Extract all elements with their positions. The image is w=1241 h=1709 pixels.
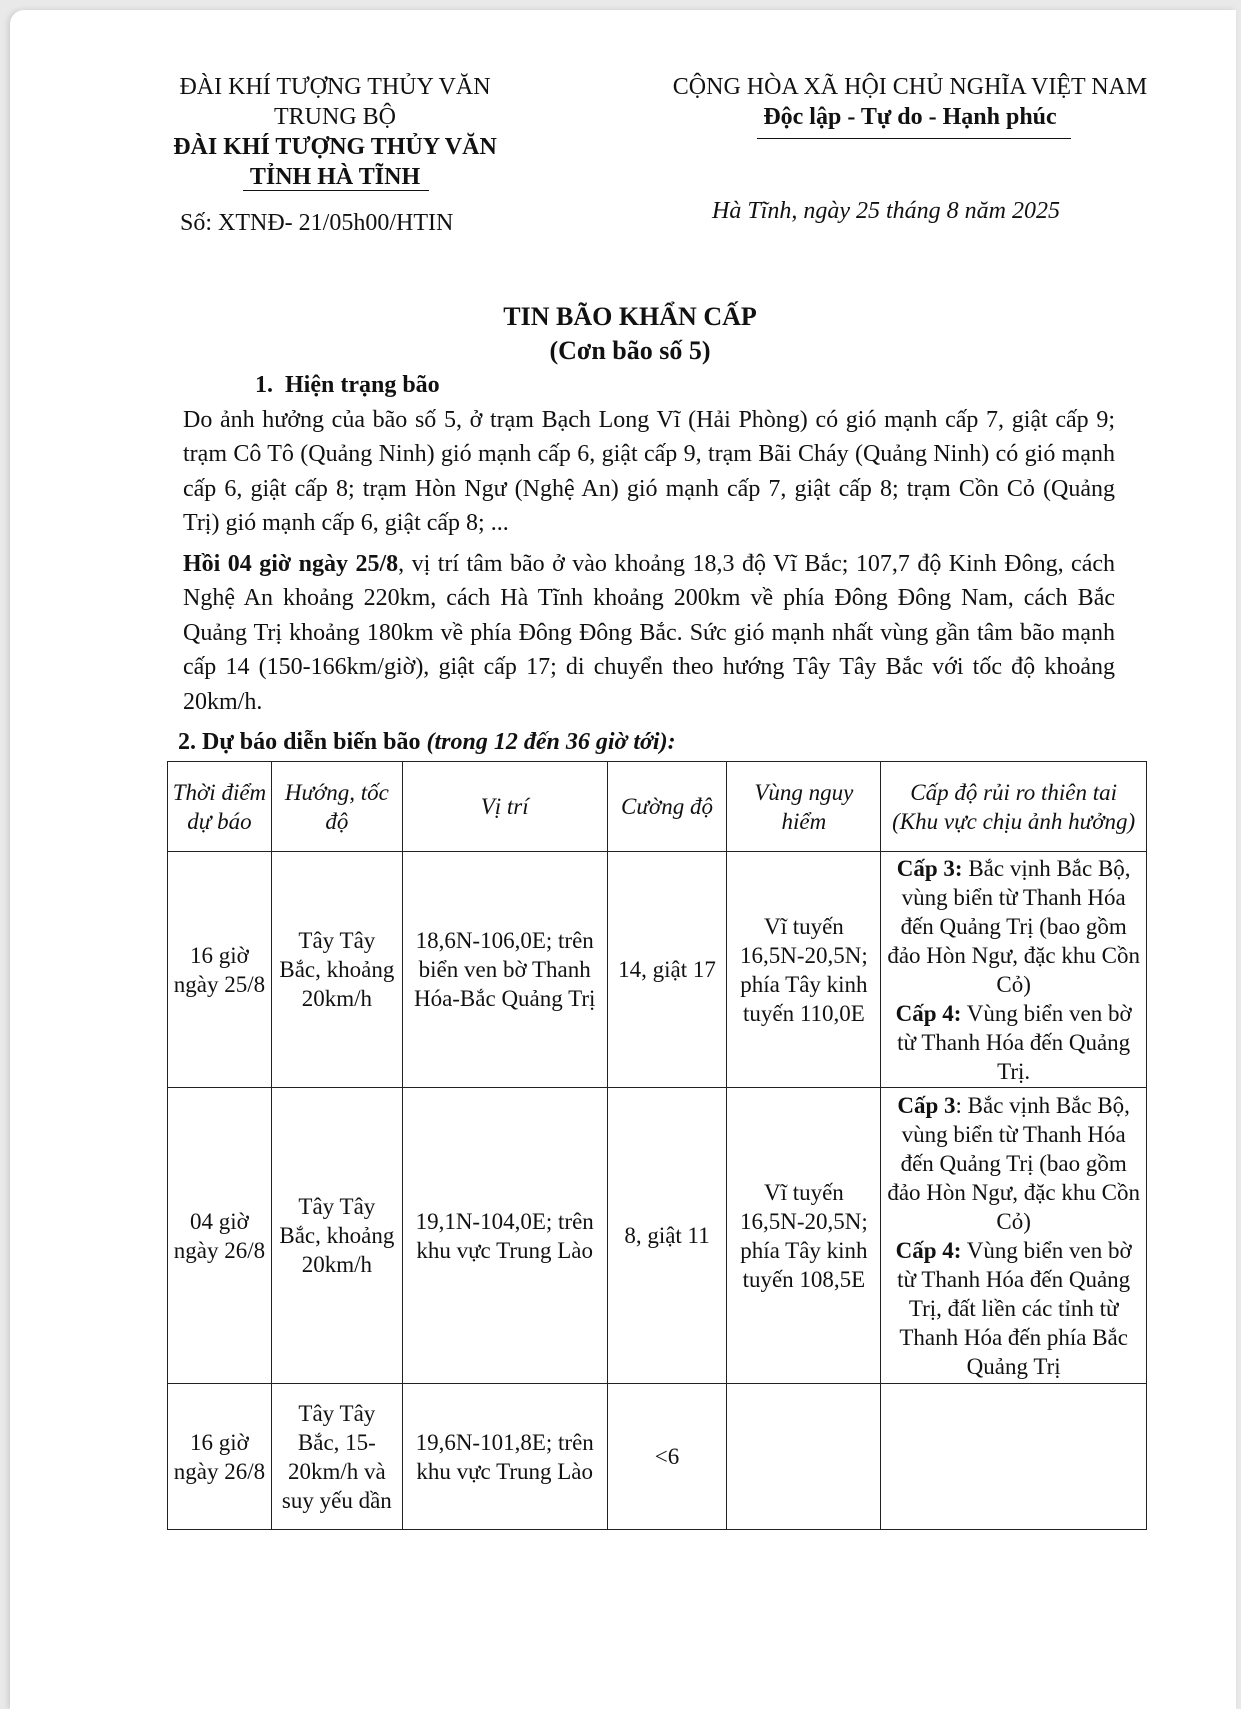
page-subtitle: (Cơn bão số 5) bbox=[549, 336, 711, 365]
section2-heading-bold: 2. Dự báo diễn biến bão bbox=[178, 729, 427, 755]
storm-time-bold: Hồi 04 giờ ngày 25/8 bbox=[183, 551, 399, 577]
cell-risk bbox=[881, 1384, 1147, 1530]
agency-underline bbox=[243, 190, 429, 191]
risk-level-3-label: Cấp 3 bbox=[897, 1092, 956, 1118]
forecast-table bbox=[167, 761, 1147, 1530]
table-row bbox=[168, 1088, 1147, 1384]
cell-intensity: 8, giật 11 bbox=[607, 1088, 727, 1384]
cell-danger-zone: Vĩ tuyến 16,5N-20,5N; phía Tây kinh tuyến 110,0E bbox=[727, 852, 881, 1088]
page-title: TIN BÃO KHẨN CẤP bbox=[503, 302, 757, 331]
cell-time: 16 giờ ngày 26/8 bbox=[168, 1384, 272, 1530]
cell-risk bbox=[881, 1088, 1147, 1384]
section1-paragraph-observations: Do ảnh hưởng của bão số 5, ở trạm Bạch Long Vĩ (Hải Phòng) có gió mạnh cấp 7, giật cấp 9; trạm Cô Tô (Quảng Ninh) gió mạnh cấp 6, giật cấp 9, trạm Bãi Cháy (Quảng Ninh) có gió mạnh cấp 6, giật cấp 8; trạm Hòn Ngư (Nghệ An) gió mạnh cấp 7, giật cấp 8; trạm Cồn Cỏ (Quảng Trị) gió mạnh cấp 6, giật cấp 8; ... bbox=[183, 407, 1115, 537]
risk-level-4-text: Vùng biển ven bờ từ Thanh Hóa đến Quảng Trị. bbox=[897, 1000, 1132, 1084]
col-header-time: Thời điểm dự báo bbox=[168, 762, 272, 852]
agency-parent-line2: TRUNG BỘ bbox=[273, 104, 396, 130]
agency-name-line1: ĐÀI KHÍ TƯỢNG THỦY VĂN bbox=[173, 134, 497, 160]
nation-name: CỘNG HÒA XÃ HỘI CHỦ NGHĨA VIỆT NAM bbox=[672, 74, 1148, 100]
section2-heading-italic: (trong 12 đến 36 giờ tới): bbox=[426, 729, 676, 755]
storm-position-text: , vị trí tâm bão ở vào khoảng 18,3 độ Vĩ Bắc; 107,7 độ Kinh Đông, cách Nghệ An khoảng 220km, cách Hà Tĩnh khoảng 200km về phía Đông Đông Nam, cách Bắc Quảng Trị khoảng 180km về phía Đông Đông Bắc. Sức gió mạnh nhất vùng gần tâm bão mạnh cấp 14 (150-166km/giờ), giật cấp 17; di chuyển theo hướng Tây Tây Bắc với tốc độ khoảng 20km/h. bbox=[183, 551, 1115, 715]
section1-paragraph-storm-position bbox=[183, 547, 1115, 719]
col-header-danger-zone: Vùng nguy hiểm bbox=[727, 762, 881, 852]
cell-position: 19,1N-104,0E; trên khu vực Trung Lào bbox=[402, 1088, 607, 1384]
risk-level-3-label: Cấp 3: bbox=[896, 855, 963, 881]
agency-parent-line1: ĐÀI KHÍ TƯỢNG THỦY VĂN bbox=[179, 74, 491, 100]
cell-intensity: <6 bbox=[607, 1384, 727, 1530]
table-header-row bbox=[168, 762, 1147, 852]
document-number: Số: XTNĐ- 21/05h00/HTIN bbox=[180, 210, 454, 236]
risk-level-3-text: : Bắc vịnh Bắc Bộ, vùng biển từ Thanh Hóa đến Quảng Trị (bao gồm đảo Hòn Ngư, đặc khu Cồn Cỏ) bbox=[887, 1092, 1140, 1234]
risk-level-4-label: Cấp 4: bbox=[895, 1237, 962, 1263]
section1-heading: 1. Hiện trạng bão bbox=[255, 372, 440, 398]
col-header-risk: Cấp độ rủi ro thiên tai (Khu vực chịu ảnh hưởng) bbox=[881, 762, 1147, 852]
agency-name-line2: TỈNH HÀ TĨNH bbox=[249, 164, 421, 190]
col-header-direction: Hướng, tốc độ bbox=[271, 762, 402, 852]
risk-level-4-label: Cấp 4: bbox=[895, 1000, 962, 1026]
cell-danger-zone: Vĩ tuyến 16,5N-20,5N; phía Tây kinh tuyến 108,5E bbox=[727, 1088, 881, 1384]
document-date: Hà Tĩnh, ngày 25 tháng 8 năm 2025 bbox=[712, 198, 1060, 224]
table-row bbox=[168, 852, 1147, 1088]
cell-time: 04 giờ ngày 26/8 bbox=[168, 1088, 272, 1384]
cell-position: 18,6N-106,0E; trên biển ven bờ Thanh Hóa-Bắc Quảng Trị bbox=[402, 852, 607, 1088]
cell-position: 19,6N-101,8E; trên khu vực Trung Lào bbox=[402, 1384, 607, 1530]
cell-intensity: 14, giật 17 bbox=[607, 852, 727, 1088]
agency-header bbox=[150, 72, 520, 192]
col-header-position: Vị trí bbox=[402, 762, 607, 852]
cell-direction: Tây Tây Bắc, 15-20km/h và suy yếu dần bbox=[271, 1384, 402, 1530]
nation-motto: Độc lập - Tự do - Hạnh phúc bbox=[763, 104, 1057, 130]
risk-level-3-text: Bắc vịnh Bắc Bộ, vùng biển từ Thanh Hóa đến Quảng Trị (bao gồm đảo Hòn Ngư, đặc khu Cồn Cỏ) bbox=[887, 855, 1140, 997]
nation-header bbox=[640, 72, 1180, 132]
table-row bbox=[168, 1384, 1147, 1530]
cell-risk bbox=[881, 852, 1147, 1088]
motto-underline bbox=[757, 138, 1071, 139]
section2-heading bbox=[178, 725, 676, 759]
cell-direction: Tây Tây Bắc, khoảng 20km/h bbox=[271, 852, 402, 1088]
cell-direction: Tây Tây Bắc, khoảng 20km/h bbox=[271, 1088, 402, 1384]
col-header-intensity: Cường độ bbox=[607, 762, 727, 852]
risk-level-4-text: Vùng biển ven bờ từ Thanh Hóa đến Quảng Trị, đất liền các tỉnh từ Thanh Hóa đến phía Bắc Quảng Trị bbox=[897, 1237, 1132, 1379]
cell-time: 16 giờ ngày 25/8 bbox=[168, 852, 272, 1088]
cell-danger-zone bbox=[727, 1384, 881, 1530]
